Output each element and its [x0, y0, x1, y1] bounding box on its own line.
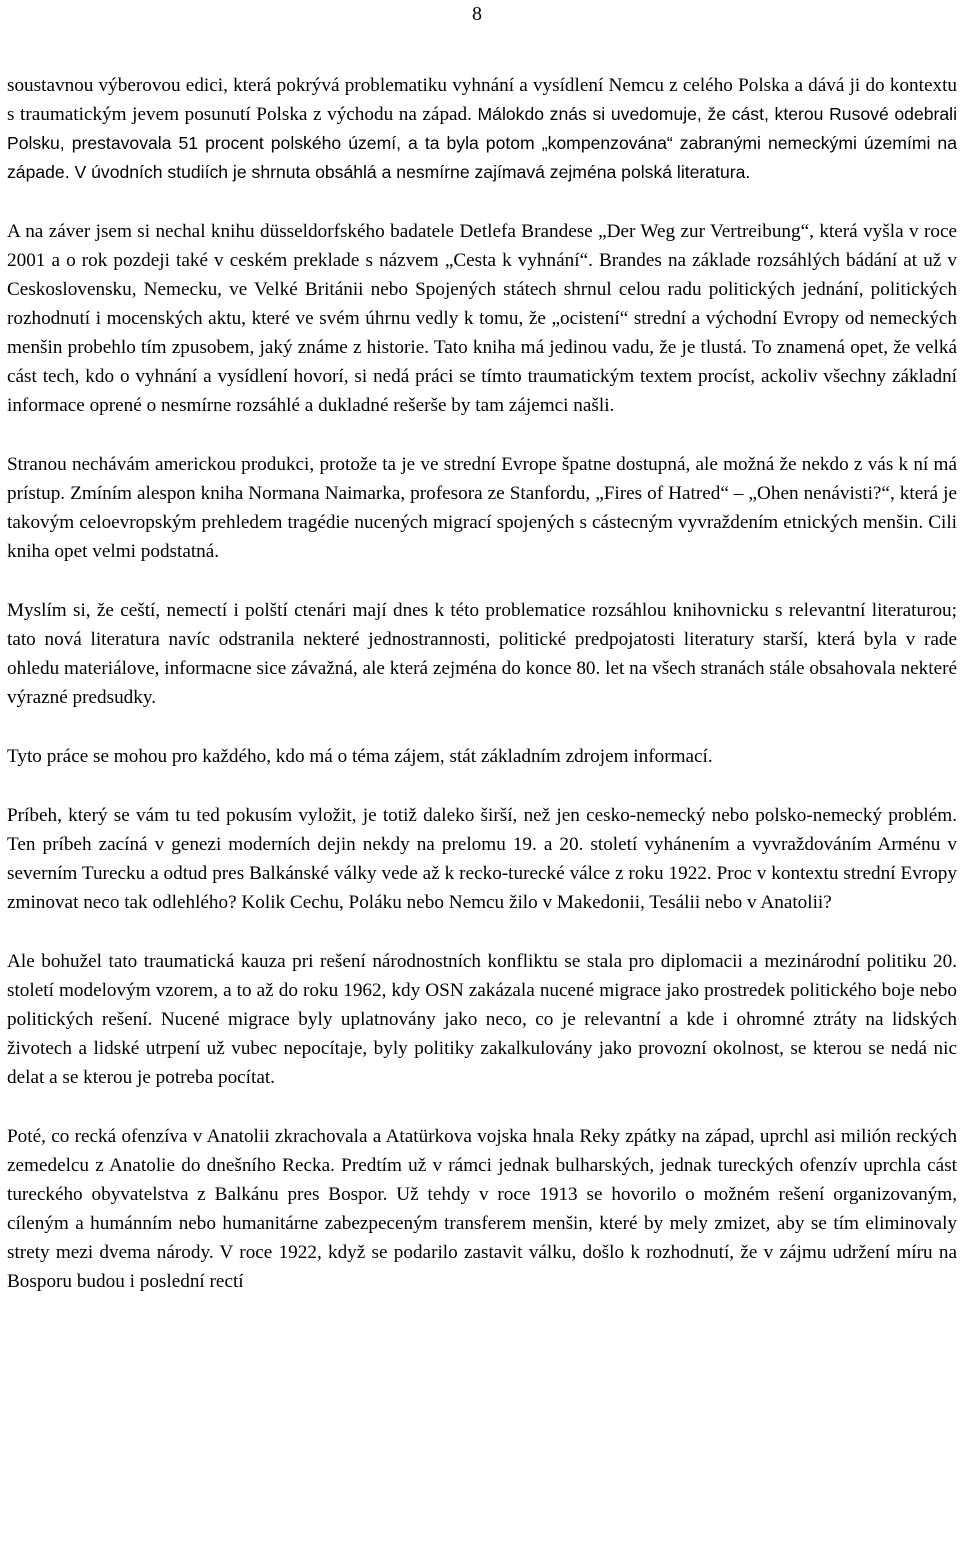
text-run: soustavnou výberovou edici, která pokrývá problematiku vyhnání a vysídlení Nemcu z celého Polska a dává ji do kontextu s traumatickým jevem posunutí Polska z východu na západ.	[7, 75, 957, 125]
text-run: Stranou nechávám americkou produkci, protože ta je ve strední Evrope špatne dostupná, ale možná že nekdo z vás k ní má prístup. Zmíním alespon kniha Normana Naimarka, profesora ze Stanfordu, „Fires of Hatred“ – „Ohen nenávisti?“, která je takovým celoevropským prehledem tragédie nucených migrací spojených s cástecným vyvraždením etnických menšin. Cili kniha opet velmi podstatná.	[7, 454, 957, 562]
paragraph	[7, 947, 957, 1092]
paragraph	[7, 1122, 957, 1296]
text-run: Tyto práce se mohou pro každého, kdo má o téma zájem, stát základním zdrojem informací.	[7, 746, 713, 767]
paragraph	[7, 742, 957, 771]
paragraph	[7, 596, 957, 712]
text-run: Myslím si, že ceští, nemectí i polští ctenári mají dnes k této problematice rozsáhlou knihovnicku s relevantní literaturou; tato nová literatura navíc odstranila nekteré jednostrannosti, politické predpojatosti literatury starší, která byla v rade ohledu materiálove, informacne sice závažná, ale která zejména do konce 80. let na všech stranách stále obsahovala nekteré výrazné predsudky.	[7, 600, 957, 708]
text-run: Málokdo znás si uvedomuje, že cást, kterou Rusové odebrali Polsku, prestavovala 51 procent polského území, a ta byla potom „kompenzována“ zabranými nemeckými územími na západe. V úvodních studiích je shrnuta obsáhlá a nesmírne zajímavá zejména polská literatura.	[7, 104, 957, 182]
text-run: Poté, co recká ofenzíva v Anatolii zkrachovala a Atatürkova vojska hnala Reky zpátky na západ, uprchl asi milión reckých zemedelcu z Anatolie do dnešního Recka. Predtím už v rámci jednak bulharských, jednak tureckých ofenzív uprchla cást tureckého obyvatelstva z Balkánu pres Bospor. Už tehdy v roce 1913 se hovorilo o možném rešení organizovaným, cíleným a humánním nebo humanitárne zabezpeceným transferem menšin, které by mely zmizet, aby se tím eliminovaly strety mezi dvema národy. V roce 1922, když se podarilo zastavit válku, došlo k rozhodnutí, že v zájmu udržení míru na Bosporu budou i poslední rectí	[7, 1126, 957, 1292]
text-run: Príbeh, který se vám tu ted pokusím vyložit, je totiž daleko širší, než jen cesko-nemecký nebo polsko-nemecký problém. Ten príbeh zacíná v genezi moderních dejin nekdy na prelomu 19. a 20. století vyhánením a vyvraždováním Arménu v severním Turecku a odtud pres Balkánské války vede až k recko-turecké válce z roku 1922. Proc v kontextu strední Evropy zminovat neco tak odlehlého? Kolik Cechu, Poláku nebo Nemcu žilo v Makedonii, Tesálii nebo v Anatolii?	[7, 805, 957, 913]
paragraph	[7, 801, 957, 917]
text-run: Ale bohužel tato traumatická kauza pri rešení národnostních konfliktu se stala pro diplomacii a mezinárodní politiku 20. století modelovým vzorem, a to až do roku 1962, kdy OSN zakázala nucené migrace jako prostredek politického boje nebo politických rešení. Nucené migrace byly uplatnovány jako neco, co je relevantní a kde i ohromné ztráty na lidských životech a lidské utrpení už vubec nepocítaje, byly politiky zakalkulovány jako provozní okolnost, se kterou se nedá nic delat a se kterou je potreba pocítat.	[7, 951, 957, 1088]
document-body	[7, 71, 957, 1326]
text-run: A na záver jsem si nechal knihu düsseldorfského badatele Detlefa Brandese „Der Weg zur Vertreibung“, která vyšla v roce 2001 a o rok pozdeji také v ceském preklade s názvem „Cesta k vyhnání“. Brandes na základe rozsáhlých bádání at už v Ceskoslovensku, Nemecku, ve Velké Británii nebo Spojených státech shrnul celou radu politických jednání, politických rozhodnutí i mocenských aktu, které ve svém úhrnu vedly k tomu, že „ocistení“ strední a východní Evropy od nemeckých menšin probehlo tím zpusobem, jaký známe z historie. Tato kniha má jedinou vadu, že je tlustá. To znamená opet, že velká cást tech, kdo o vyhnání a vysídlení hovorí, si nedá práci se tímto traumatickým textem procíst, ackoliv všechny základní informace oprené o nesmírne rozsáhlé a dukladné rešerše by tam zájemci našli.	[7, 221, 957, 416]
paragraph	[7, 217, 957, 420]
paragraph	[7, 71, 957, 187]
page-number: 8	[472, 3, 482, 25]
paragraph	[7, 450, 957, 566]
